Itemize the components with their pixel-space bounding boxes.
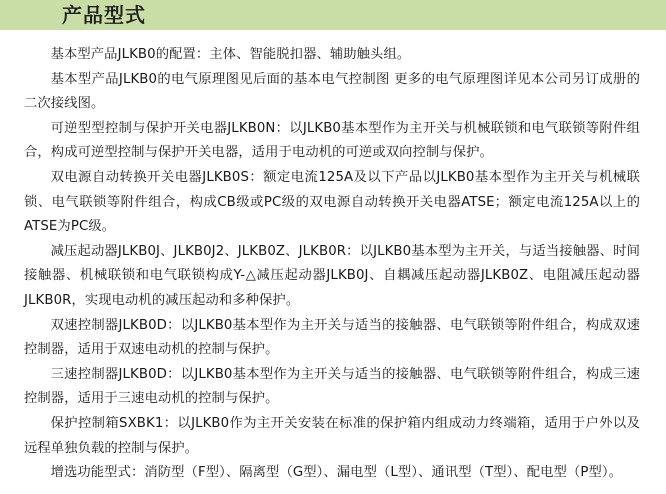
paragraph-basic-config: 基本型产品JLKB0的配置：主体、智能脱扣器、辅助触头组。 [50, 47, 411, 62]
section-title: 产品型式 [62, 3, 146, 27]
section-header-bar [0, 0, 666, 30]
paragraph-reversible: 可逆型型控制与保护开关电器JLKB0N：以JLKB0基本型作为主开关与机械联锁和电气联锁等附件组合，构成可逆型控制与保护开关电器，适用于电动机的可逆或双向控制与保护。 [24, 120, 640, 161]
paragraph-protection-box: 保护控制箱SXBK1：以JLKB0作为主开关安装在标准的保护箱内组成动力终端箱，适用于户外以及远程单独负载的控制与保护。 [24, 415, 640, 456]
paragraph-three-speed: 三速控制器JLKB0D：以JLKB0基本型作为主开关与适当的接触器、电气联锁等附件组合，构成三速控制器，适用于三速电动机的控制与保护。 [24, 366, 640, 407]
paragraph-basic-schematic: 基本型产品JLKB0的电气原理图见后面的基本电气控制图 更多的电气原理图详见本公司另订成册的二次接线图。 [24, 71, 640, 112]
paragraph-two-speed: 双速控制器JLKB0D：以JLKB0基本型作为主开关与适当的接触器、电气联锁等附件组合，构成双速控制器，适用于双速电动机的控制与保护。 [24, 317, 640, 358]
document-body [24, 43, 640, 486]
paragraph-dual-power: 双电源自动转换开关电器JLKB0S：额定电流125A及以下产品以JLKB0基本型作为主开关与机械联锁、电气联锁等附件组合，构成CB级或PC级的双电源自动转换开关电器ATSE；额定电流125A以上的ATSE为PC级。 [24, 169, 640, 235]
paragraph-reduced-voltage-starter: 减压起动器JLKB0J、JLKB0J2、JLKB0Z、JLKB0R：以JLKB0基本型为主开关，与适当接触器、时间接触器、机械联锁和电气联锁构成Y-△减压起动器JLKB0J、自耦减压起动器JLKB0Z、电阻减压起动器JLKB0R，实现电动机的减压起动和多种保护。 [24, 243, 640, 308]
paragraph-optional-types: 增选功能型式：消防型（F型）、隔离型（G型）、漏电型（L型）、通讯型（T型）、配电型（P型）。 [50, 465, 623, 481]
